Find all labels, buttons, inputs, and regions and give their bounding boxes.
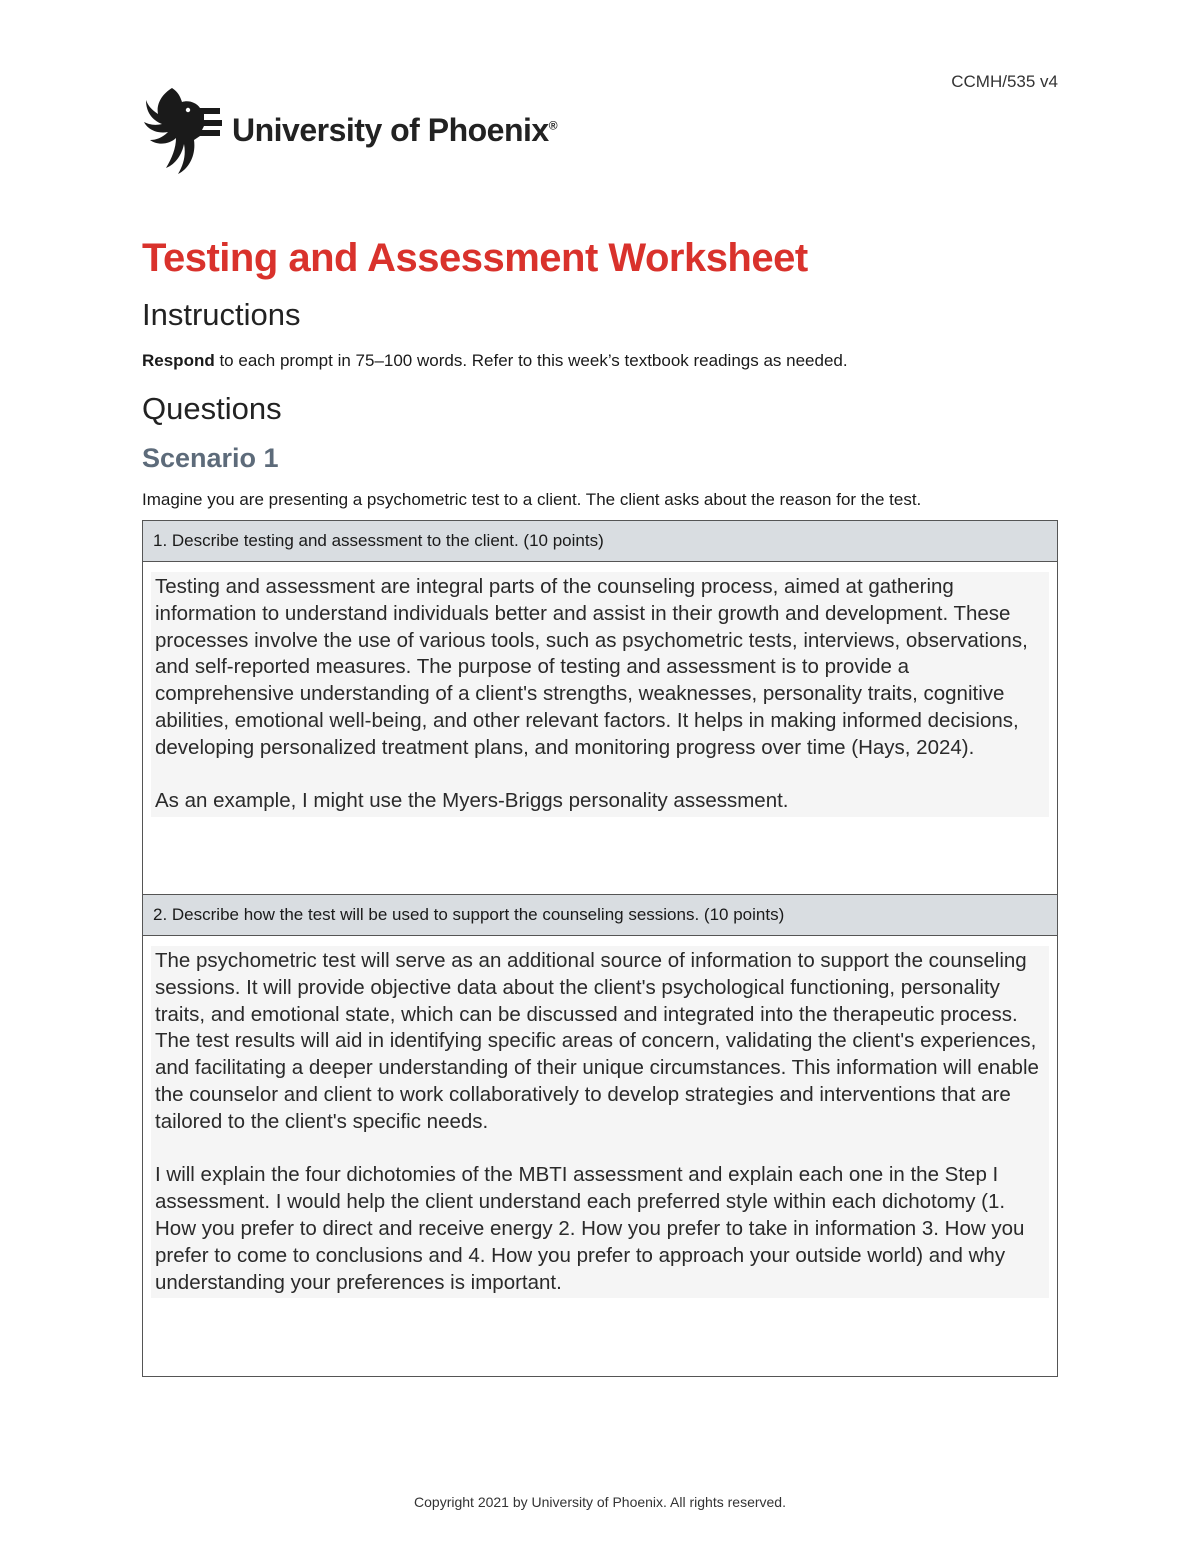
question-2-answer (151, 946, 1049, 1298)
logo-wordmark: University of Phoenix® (232, 111, 558, 148)
phoenix-icon (142, 84, 222, 176)
page-title: Testing and Assessment Worksheet (142, 236, 808, 280)
instructions-lead: Respond (142, 351, 215, 370)
answer-paragraph: Testing and assessment are integral parts of the counseling process, aimed at gathering information to understand individuals better and assist in their growth and development. These processes involve the use of various tools, such as psychometric tests, interviews, observations, and self-reported measures. The purpose of testing and assessment is to provide a comprehensive understanding of a client's strengths, weaknesses, personality traits, cognitive abilities, emotional well-being, and other relevant factors. It helps in making informed decisions, developing personalized treatment plans, and monitoring progress over time (Hays, 2024). (155, 575, 1028, 759)
question-2-answer-cell[interactable] (143, 936, 1058, 1377)
scenario-text: Imagine you are presenting a psychometric test to a client. The client asks about the reason for the test. (142, 490, 922, 509)
instructions-text (142, 351, 1058, 371)
answer-paragraph: I will explain the four dichotomies of the MBTI assessment and explain each one in the Step I assessment. I would help the client understand each preferred style within each dichotomy (1. How you prefer to direct and receive energy 2. How you prefer to take in information 3. How you prefer to come to conclusions and 4. How you prefer to approach your outside world) and why understanding your preferences is important. (155, 1163, 1025, 1294)
answer-paragraph: As an example, I might use the Myers-Briggs personality assessment. (155, 789, 789, 813)
worksheet-content (142, 236, 1058, 1377)
course-code: CCMH/535 v4 (951, 72, 1058, 91)
copyright-footer: Copyright 2021 by University of Phoenix. All rights reserved. (414, 1494, 786, 1510)
questions-heading: Questions (142, 391, 282, 426)
question-2-prompt: 2. Describe how the test will be used to support the counseling sessions. (10 points) (143, 895, 1058, 936)
university-logo (142, 84, 557, 176)
instructions-heading: Instructions (142, 297, 301, 332)
scenario-title: Scenario 1 (142, 443, 279, 473)
instructions-body: to each prompt in 75–100 words. Refer to this week’s textbook readings as needed. (214, 351, 848, 370)
answer-paragraph: The psychometric test will serve as an additional source of information to support the counseling sessions. It will provide objective data about the client's psychological functioning, personality traits, and emotional state, which can be discussed and integrated into the therapeutic process. The test results will aid in identifying specific areas of concern, validating the client's experiences, and facilitating a deeper understanding of their unique circumstances. This information will enable the counselor and client to work collaboratively to develop strategies and interventions that are tailored to the client's specific needs. (155, 949, 1039, 1133)
question-1-answer (151, 572, 1049, 817)
question-1-answer-cell[interactable] (143, 562, 1058, 895)
questions-table (142, 520, 1058, 1377)
question-1-prompt: 1. Describe testing and assessment to the client. (10 points) (143, 521, 1058, 562)
